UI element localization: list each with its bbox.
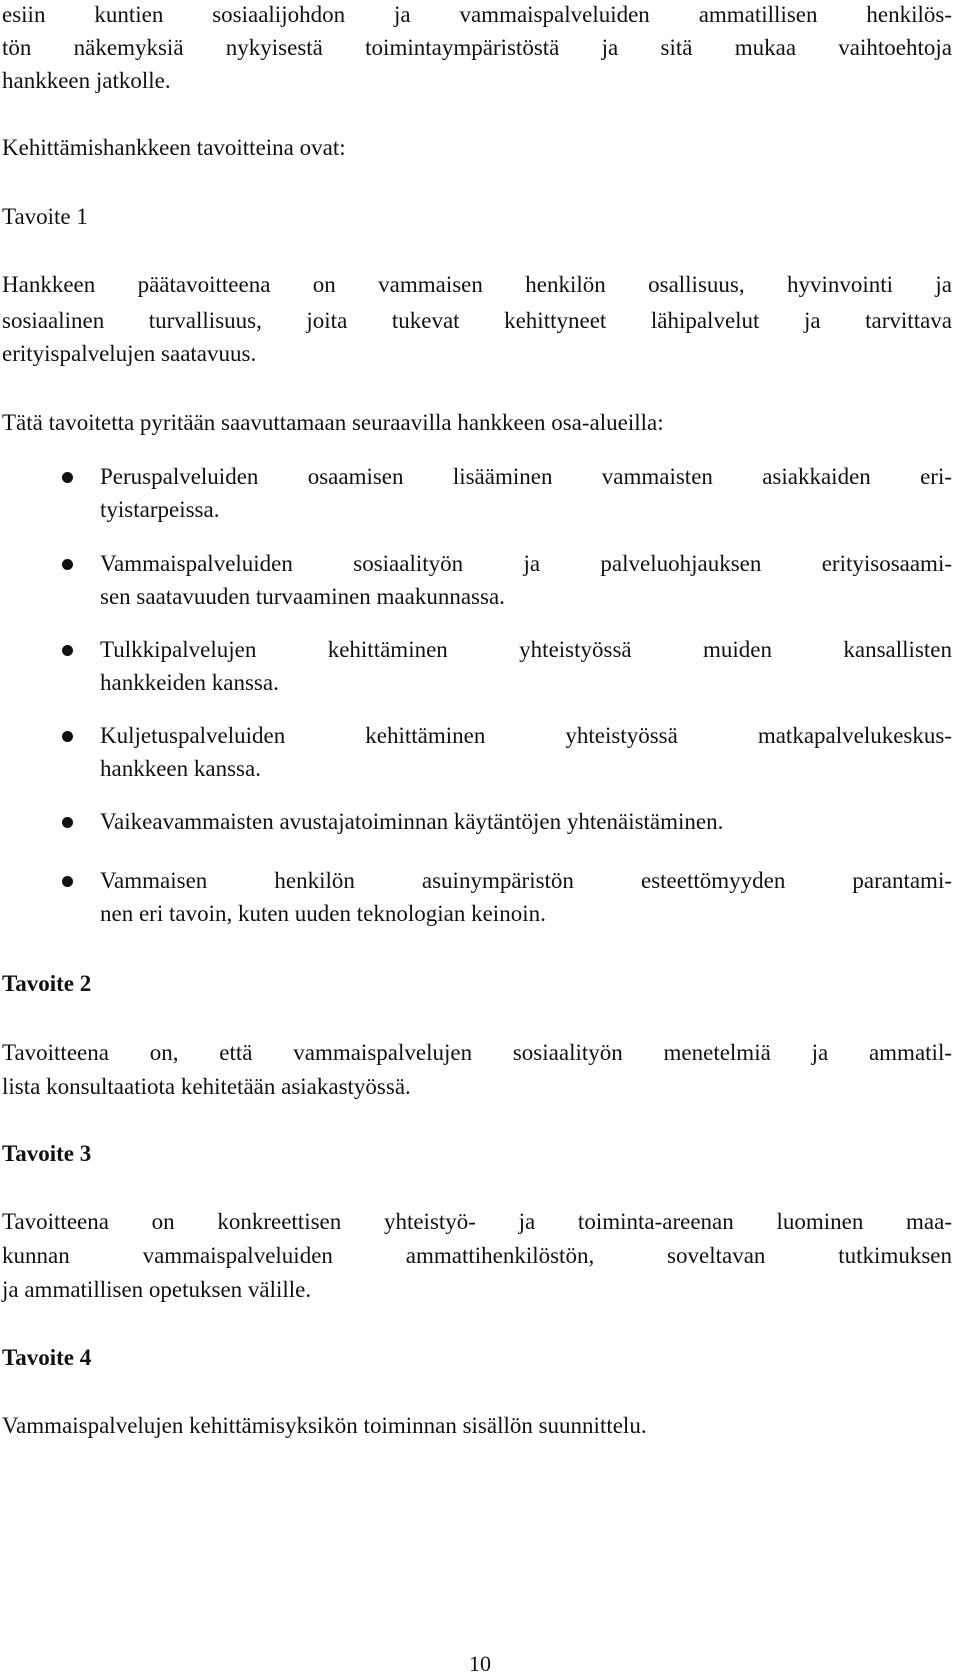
goal1-heading: Tavoite 1 bbox=[2, 204, 88, 229]
intro-line-3: hankkeen jatkolle. bbox=[2, 68, 171, 93]
goal1-line-1: Hankkeen päätavoitteena on vammaisen henkilön osallisuus, hyvinvointi ja bbox=[2, 272, 952, 297]
list-item-line-2: nen eri tavoin, kuten uuden teknologian keinoin. bbox=[100, 901, 546, 926]
bullet-icon bbox=[62, 472, 73, 483]
goal3-line-2: kunnan vammaispalveluiden ammattihenkilöstön, soveltavan tutkimuksen bbox=[2, 1243, 952, 1268]
intro-line-1: esiin kuntien sosiaalijohdon ja vammaispalveluiden ammatillisen henkilös- bbox=[2, 2, 952, 27]
list-item-line-2: hankkeen kanssa. bbox=[100, 756, 261, 781]
goal3-line-1: Tavoitteena on konkreettisen yhteistyö- ja toiminta-areenan luominen maa- bbox=[2, 1209, 952, 1234]
list-item-line-1: Vammaispalveluiden sosiaalityön ja palveluohjauksen erityisosaami- bbox=[100, 551, 952, 576]
bullet-icon bbox=[62, 876, 73, 887]
goal1-areas-intro: Tätä tavoitetta pyritään saavuttamaan seuraavilla hankkeen osa-alueilla: bbox=[2, 410, 664, 435]
bullet-icon bbox=[62, 559, 73, 570]
goal1-line-3: erityispalvelujen saatavuus. bbox=[2, 341, 257, 366]
list-item-line-1: Vammaisen henkilön asuinympäristön esteettömyyden parantami- bbox=[100, 868, 952, 893]
bullet-icon bbox=[62, 731, 73, 742]
goal2-heading: Tavoite 2 bbox=[2, 971, 92, 996]
goals-intro: Kehittämishankkeen tavoitteina ovat: bbox=[2, 135, 346, 160]
intro-line-2: tön näkemyksiä nykyisestä toimintaympäristöstä ja sitä mukaa vaihtoehtoja bbox=[2, 35, 952, 60]
page-number: 10 bbox=[469, 1651, 491, 1676]
list-item-line-1: Kuljetuspalveluiden kehittäminen yhteistyössä matkapalvelukeskus- bbox=[100, 723, 952, 748]
list-item-line-2: sen saatavuuden turvaaminen maakunnassa. bbox=[100, 584, 505, 609]
goal3-line-3: ja ammatillisen opetuksen välille. bbox=[2, 1277, 312, 1302]
list-item-line-1: Peruspalveluiden osaamisen lisääminen vammaisten asiakkaiden eri- bbox=[100, 464, 952, 489]
list-item-line-2: hankkeiden kanssa. bbox=[100, 670, 279, 695]
bullet-icon bbox=[62, 817, 73, 828]
goal2-line-2: lista konsultaatiota kehitetään asiakastyössä. bbox=[2, 1074, 411, 1099]
goal4-heading: Tavoite 4 bbox=[2, 1345, 92, 1370]
goal4-line-1: Vammaispalvelujen kehittämisyksikön toiminnan sisällön suunnittelu. bbox=[2, 1413, 647, 1438]
goal2-line-1: Tavoitteena on, että vammaispalvelujen sosiaalityön menetelmiä ja ammatil- bbox=[2, 1040, 952, 1065]
list-item-line-1: Tulkkipalvelujen kehittäminen yhteistyössä muiden kansallisten bbox=[100, 637, 952, 662]
list-item-line-2: tyistarpeissa. bbox=[100, 497, 220, 522]
goal3-heading: Tavoite 3 bbox=[2, 1141, 92, 1166]
list-item-line-1: Vaikeavammaisten avustajatoiminnan käytäntöjen yhtenäistäminen. bbox=[100, 809, 724, 834]
bullet-icon bbox=[62, 645, 73, 656]
goal1-line-2: sosiaalinen turvallisuus, joita tukevat kehittyneet lähipalvelut ja tarvittava bbox=[2, 308, 952, 333]
